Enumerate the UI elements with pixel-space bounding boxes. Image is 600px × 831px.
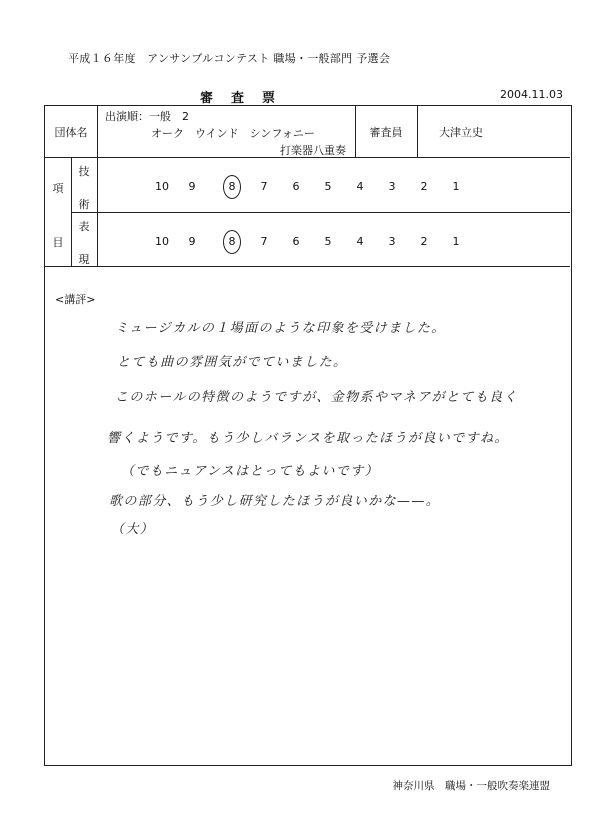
items-label-bottom: 目	[52, 236, 64, 249]
expression-score-8: 8	[228, 235, 236, 248]
technique-score-5: 5	[324, 180, 332, 193]
review-line-4: 響くようです。もう少しバランスを取ったほうが良いですね。	[107, 431, 509, 446]
expression-label-top: 表	[78, 220, 90, 233]
technique-score-3: 3	[388, 180, 396, 193]
technique-score-8: 8	[228, 180, 236, 193]
review-line-6: 歌の部分、もう少し研究したほうが良いかな——。	[109, 494, 441, 509]
technique-score-2: 2	[420, 180, 428, 193]
rule-judge-right	[417, 106, 418, 157]
technique-score-1: 1	[452, 180, 460, 193]
expression-score-10: 10	[155, 235, 169, 248]
group-name-label: 団体名	[54, 126, 88, 139]
expression-label-bottom: 現	[78, 253, 90, 266]
score-sheet-frame	[44, 105, 572, 766]
technique-score-10: 10	[155, 180, 169, 193]
rule-technique-bottom	[71, 212, 570, 213]
expression-score-2: 2	[420, 235, 428, 248]
expression-score-1: 1	[452, 235, 460, 248]
review-line-7: （大）	[111, 522, 155, 537]
review-line-3: このホールの特徴のようですが、金物系やマネアがとても良く	[115, 390, 518, 405]
technique-score-7: 7	[260, 180, 268, 193]
technique-label-top: 技	[78, 165, 90, 178]
technique-score-4: 4	[356, 180, 364, 193]
document-header-title: 平成１６年度 アンサンブルコンテスト 職場・一般部門 予選会	[68, 52, 391, 65]
judge-label: 審査員	[369, 126, 403, 139]
review-line-1: ミュージカルの１場面のような印象を受けました。	[115, 321, 446, 336]
footer-organization: 神奈川県 職場・一般吹奏楽連盟	[392, 780, 550, 792]
expression-score-4: 4	[356, 235, 364, 248]
rule-label-column	[97, 106, 98, 266]
technique-score-9: 9	[188, 180, 196, 193]
expression-score-5: 5	[324, 235, 332, 248]
expression-score-3: 3	[388, 235, 396, 248]
technique-selected-circle	[223, 175, 241, 199]
judge-name: 大津立史	[439, 126, 483, 139]
performance-order: 出演順：一般 2	[105, 110, 189, 123]
group-name: オーク ウインド シンフォニー	[151, 127, 315, 140]
expression-score-9: 9	[188, 235, 196, 248]
review-line-2: とても曲の雰囲気がでていました。	[117, 355, 348, 370]
expression-score-7: 7	[260, 235, 268, 248]
ensemble-type: 打楽器八重奏	[280, 144, 346, 157]
sheet-title: 審査票	[200, 91, 294, 106]
date-label: 2004.11.03	[500, 88, 563, 101]
rule-items-bottom	[45, 266, 570, 267]
review-label: <講評>	[55, 293, 96, 306]
expression-selected-circle	[223, 230, 241, 254]
expression-score-6: 6	[292, 235, 300, 248]
items-label-top: 項	[52, 182, 64, 195]
review-line-5: （でもニュアンスはとってもよいです）	[121, 464, 380, 479]
technique-score-6: 6	[292, 180, 300, 193]
technique-label-bottom: 術	[78, 198, 90, 211]
